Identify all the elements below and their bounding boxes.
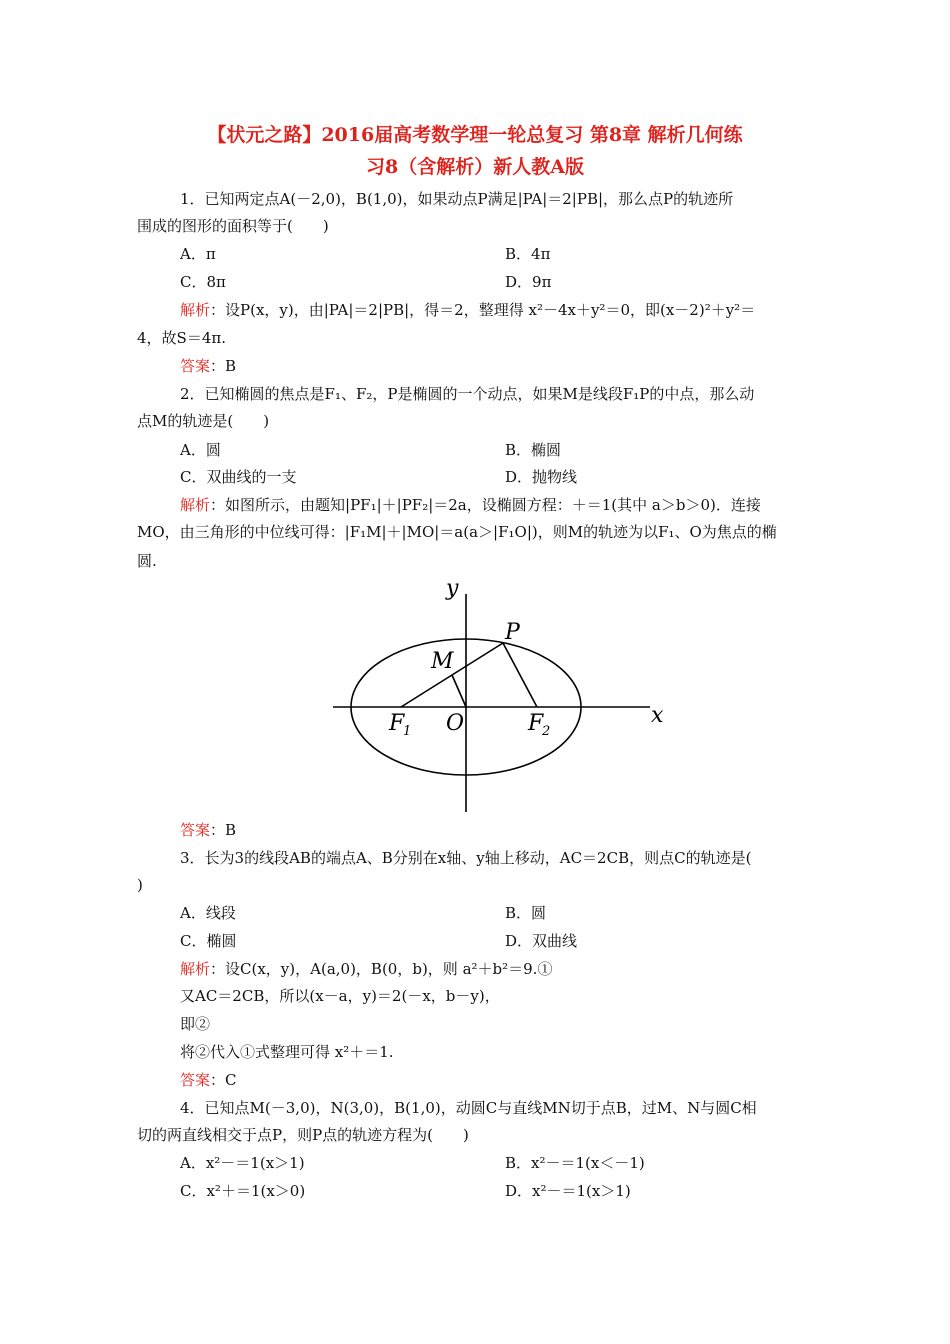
- document-title-line-1: 【状元之路】2016届高考数学理一轮总复习 第8章 解析几何练: [207, 124, 743, 146]
- answer-label: 答案: [180, 1071, 211, 1089]
- q2-option-c: C．双曲线的一支: [180, 468, 297, 486]
- q3-option-c: C．椭圆: [180, 932, 237, 950]
- q2-option-b: B．椭圆: [505, 441, 562, 459]
- ellipse-figure: [325, 572, 675, 817]
- analysis-text: ：设C(x，y)，A(a,0)，B(0，b)，则 a²＋b²＝9.①: [210, 960, 553, 978]
- analysis-label: 解析: [180, 301, 211, 319]
- q4-option-a: A．x²－＝1(x＞1): [180, 1154, 305, 1172]
- q4-stem-line-2: 切的两直线相交于点P，则P点的轨迹方程为( ): [137, 1126, 469, 1144]
- q2-stem-line-1: 2．已知椭圆的焦点是F₁、F₂，P是椭圆的一个动点，如果M是线段F₁P的中点，那么动: [180, 385, 755, 403]
- q1-stem-line-1: 1．已知两定点A(－2,0)，B(1,0)，如果动点P满足|PA|＝2|PB|，那么点P的轨迹所: [180, 190, 734, 208]
- q4-option-c: C．x²＋＝1(x＞0): [180, 1182, 306, 1200]
- q1-option-b: B．4π: [505, 245, 551, 263]
- q2-analysis-line-1: [180, 494, 761, 516]
- q4-stem-line-1: 4．已知点M(－3,0)，N(3,0)，B(1,0)，动圆C与直线MN切于点B，过M、N与圆C相: [180, 1099, 757, 1117]
- label-f1-subscript: 1: [403, 724, 412, 739]
- q3-analysis-line-1: [180, 958, 552, 980]
- label-m: M: [431, 649, 454, 674]
- q1-analysis-line-2: 4，故S＝4π.: [137, 329, 226, 347]
- q1-option-c: C．8π: [180, 273, 226, 291]
- label-f1: F: [389, 711, 405, 736]
- label-y: y: [446, 576, 459, 601]
- answer-text: ：B: [210, 821, 237, 839]
- q3-stem-line-1: 3．长为3的线段AB的端点A、B分别在x轴、y轴上移动，AC＝2CB，则点C的轨迹是(: [180, 849, 752, 867]
- document-title-line-2: 习8（含解析）新人教A版: [366, 156, 584, 178]
- q2-analysis-line-3: 圆.: [137, 552, 157, 570]
- segment-m-o: [452, 675, 466, 707]
- answer-label: 答案: [180, 357, 211, 375]
- answer-text: ：C: [210, 1071, 237, 1089]
- q3-answer: [180, 1069, 237, 1091]
- q3-analysis-line-4: 将②代入①式整理可得 x²＋＝1.: [180, 1043, 394, 1061]
- q3-option-b: B．圆: [505, 904, 547, 922]
- q3-analysis-line-3: 即②: [180, 1015, 211, 1033]
- q2-option-d: D．抛物线: [505, 468, 578, 486]
- analysis-label: 解析: [180, 960, 211, 978]
- answer-label: 答案: [180, 821, 211, 839]
- q1-answer: [180, 355, 236, 377]
- label-f2-subscript: 2: [542, 724, 551, 739]
- q2-analysis-line-2: MO，由三角形的中位线可得：|F₁M|＋|MO|＝a(a＞|F₁O|)，则M的轨迹为以F₁、O为焦点的椭: [137, 523, 777, 541]
- q1-option-d: D．9π: [505, 273, 552, 291]
- segment-p-f2: [503, 643, 537, 707]
- q1-option-a: A．π: [180, 245, 216, 263]
- q3-option-a: A．线段: [180, 904, 236, 922]
- label-p: P: [505, 620, 520, 645]
- q3-stem-line-2: ): [137, 876, 143, 894]
- q2-stem-line-2: 点M的轨迹是( ): [137, 412, 270, 430]
- q3-option-d: D．双曲线: [505, 932, 578, 950]
- q3-analysis-line-2: 又AC＝2CB，所以(x－a，y)＝2(－x，b－y)，: [180, 987, 500, 1005]
- analysis-label: 解析: [180, 496, 211, 514]
- q4-option-d: D．x²－＝1(x＞1): [505, 1182, 631, 1200]
- label-f2: F: [528, 711, 544, 736]
- q4-option-b: B．x²－＝1(x＜－1): [505, 1154, 645, 1172]
- q1-stem-line-2: 围成的图形的面积等于( ): [137, 217, 329, 235]
- analysis-text: ：如图所示，由题知|PF₁|＋|PF₂|＝2a，设椭圆方程：＋＝1(其中 a＞b＞0)．连接: [210, 496, 761, 514]
- answer-text: ：B: [210, 357, 237, 375]
- label-x: x: [651, 703, 664, 728]
- q2-option-a: A．圆: [180, 441, 221, 459]
- q2-answer: [180, 819, 236, 841]
- analysis-text: ：设P(x，y)，由|PA|＝2|PB|，得＝2，整理得 x²－4x＋y²＝0，即(x－2)²＋y²＝: [210, 301, 756, 319]
- label-o: O: [446, 711, 465, 736]
- q1-analysis-line-1: [180, 299, 755, 321]
